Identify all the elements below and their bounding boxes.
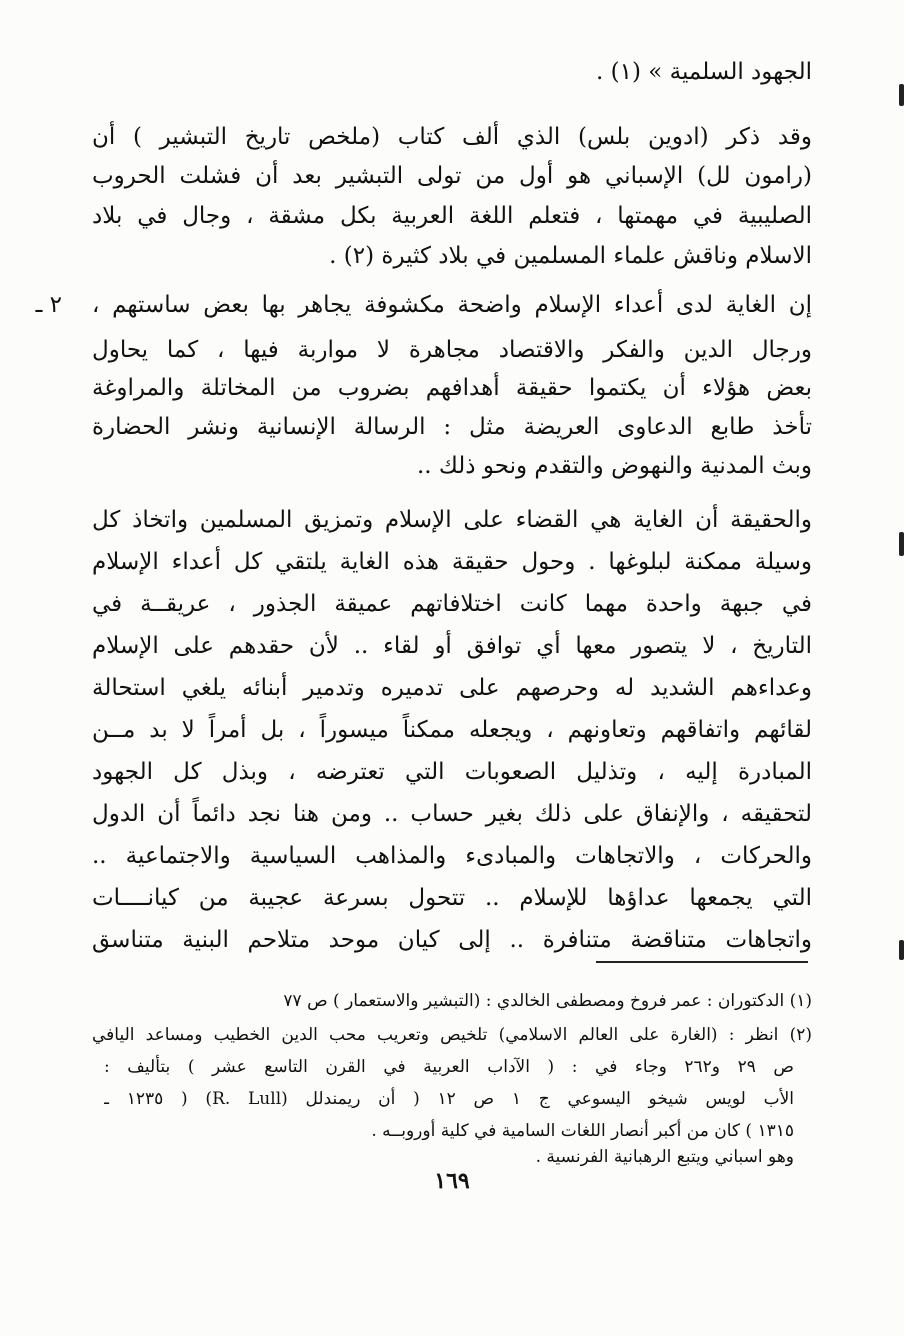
footnote-2-line-5: وهو اسباني ويتبع الرهبانية الفرنسية . [535, 1147, 794, 1167]
body-line-2: وقد ذكر (ادوين بلس) الذي ألف كتاب (ملخص تاريخ التبشير ) أن [92, 124, 812, 150]
body-line-16: لقائهم واتفاقهم وتعاونهم ، ويجعله ممكناً ميسوراً ، بل أمراً لا بد مــن [92, 717, 812, 743]
body-line-11: والحقيقة أن الغاية هي القضاء على الإسلام وتمزيق المسلمين واتخاذ كل [92, 507, 812, 533]
scan-margin-mark-lower [899, 940, 904, 960]
body-line-4: الصليبية في مهمتها ، فتعلم اللغة العربية بكل مشقة ، وجال في بلاد [92, 203, 812, 229]
page-number: ١٦٩ [434, 1168, 470, 1194]
body-line-13: في جبهة واحدة مهما كانت اختلافاتهم عميقة الجذور ، عريقــة في [92, 591, 812, 617]
body-line-1: الجهود السلمية » (١) . [595, 59, 812, 85]
item-number: ٢ ـ [35, 292, 62, 318]
body-line-6: إن الغاية لدى أعداء الإسلام واضحة مكشوفة يجاهر بها بعض ساستهم ، [92, 292, 812, 318]
body-line-7: ورجال الدين والفكر والاقتصاد مجاهرة لا مواربة فيها ، كما يحاول [92, 337, 812, 363]
body-line-3: (رامون لل) الإسباني هو أول من تولى التبشير بعد أن فشلت الحروب [92, 163, 812, 189]
body-line-8: بعض هؤلاء أن يكتموا حقيقة أهدافهم بضروب من المخاتلة والمراوغة [92, 375, 812, 401]
scan-margin-mark-top [899, 84, 904, 106]
body-line-12: وسيلة ممكنة لبلوغها . وحول حقيقة هذه الغاية يلتقي كل أعداء الإسلام [92, 549, 812, 575]
body-line-21: واتجاهات متناقضة متنافرة .. إلى كيان موحد متلاحم البنية متناسق [92, 927, 812, 953]
body-line-15: وعداءهم الشديد له وحرصهم على تدميره وتدمير أبنائه يلغي استحالة [92, 675, 812, 701]
footnote-2-line-2: ص ٢٩ و٢٦٢ وجاء في : ( الآداب العربية في القرن التاسع عشر ) بتأليف : [104, 1057, 794, 1077]
body-line-14: التاريخ ، لا يتصور معها أي توافق أو لقاء .. لأن حقدهم على الإسلام [92, 633, 812, 659]
footnote-1: (١) الدكتوران : عمر فروخ ومصطفى الخالدي : (التبشير والاستعمار ) ص ٧٧ [283, 991, 812, 1011]
footnote-2-line-3: الأب لويس شيخو اليسوعي ج ١ ص ١٢ ( أن ريمندلل (R. Lull) ( ١٢٣٥ ـ [104, 1089, 794, 1109]
body-line-9: تأخذ طابع الدعاوى العريضة مثل : الرسالة الإنسانية ونشر الحضارة [92, 414, 812, 440]
body-line-20: التي يجمعها عداؤها للإسلام .. تتحول بسرعة عجيبة من كيانــــات [92, 885, 812, 911]
scan-margin-mark-middle [899, 532, 904, 556]
body-line-19: والحركات ، والاتجاهات والمبادىء والمذاهب السياسية والاجتماعية .. [92, 843, 812, 869]
footnote-2-line-4: ١٣١٥ ) كان من أكبر أنصار اللغات السامية في كلية أوروبــه . [371, 1121, 794, 1141]
footnote-2: (٢) انظر : (الغارة على العالم الاسلامي) تلخيص وتعريب محب الدين الخطيب ومساعد اليافي [92, 1025, 812, 1045]
body-line-18: لتحقيقه ، والإنفاق على ذلك بغير حساب .. ومن هنا نجد دائماً أن الدول [92, 801, 812, 827]
footnote-separator [596, 961, 808, 963]
body-line-17: المبادرة إليه ، وتذليل الصعوبات التي تعترضه ، وبذل كل الجهود [92, 759, 812, 785]
body-line-10: وبث المدنية والنهوض والتقدم ونحو ذلك .. [416, 453, 812, 479]
body-line-5: الاسلام وناقش علماء المسلمين في بلاد كثيرة (٢) . [329, 243, 812, 269]
